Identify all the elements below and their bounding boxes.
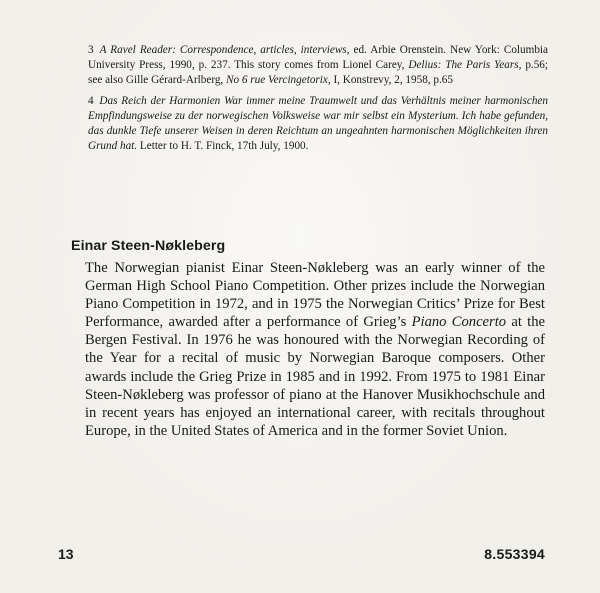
footnote-number: 4 — [88, 95, 94, 107]
italic-text-run: A Ravel Reader: — [99, 44, 176, 56]
text-run: The Norwegian pianist Einar Steen-Nøkleberg was an early winner of the German High School Piano Competition. Other prizes include the Norwegian Piano Competition in 1972, and in 1975 the Norwegian Critics’ Prize for Best Performance, awarded after a performance of Grieg’s — [85, 260, 545, 331]
biography-text — [85, 259, 545, 440]
footnote-4 — [88, 94, 548, 154]
footnote-number: 3 — [88, 44, 94, 56]
biography-paragraph — [85, 259, 545, 440]
italic-text-run: Das Reich der Harmonien War immer meine Traumwelt und das Verhältnis meiner harmonischen Empfindungsweise zu der norwegischen Volksweise war mir selbst ein Mysterium. Ich habe gefunden, das dunkle Tiefe unserer Weisen in deren Reichtum an ungeahnten harmonischen Möglichkeiten ihren Grund hat. — [88, 95, 548, 152]
text-run: p.56; see also Gille Gérard-Arlberg, — [88, 59, 549, 86]
footnote-text — [88, 44, 548, 86]
italic-text-run: Correspondence, articles, interviews, — [179, 44, 350, 56]
italic-text-run: Delius: The Paris Years, — [408, 59, 522, 71]
italic-text-run: Piano Concerto — [411, 314, 507, 331]
italic-text-run: No 6 rue Vercingetorix, — [226, 74, 331, 86]
catalog-number: 8.553394 — [484, 546, 545, 562]
page-number: 13 — [58, 546, 74, 562]
footnote-3 — [88, 43, 548, 88]
text-run: I, Konstrevy, 2, 1958, p.65 — [330, 74, 453, 86]
footnotes — [88, 43, 548, 160]
text-run: ed. Arbie Orenstein. New York: Columbia University Press, 1990, p. 237. This story comes from Lionel Carey, — [88, 44, 549, 71]
section-heading: Einar Steen-Nøkleberg — [71, 238, 226, 254]
footnote-text — [88, 95, 548, 152]
text-run: Letter to H. T. Finck, 17th July, 1900. — [137, 140, 309, 152]
text-run: at the Bergen Festival. In 1976 he was honoured with the Norwegian Recording of the Year for a recital of music by Norwegian Baroque composers. Other awards include the Grieg Prize in 1985 and in 1992. From 1975 to 1981 Einar Steen-Nøkleberg was professor of piano at the Hanover Musikhochschule and in recent years has enjoyed an international career, with recitals throughout Europe, in the United States of America and in the former Soviet Union. — [85, 314, 545, 439]
